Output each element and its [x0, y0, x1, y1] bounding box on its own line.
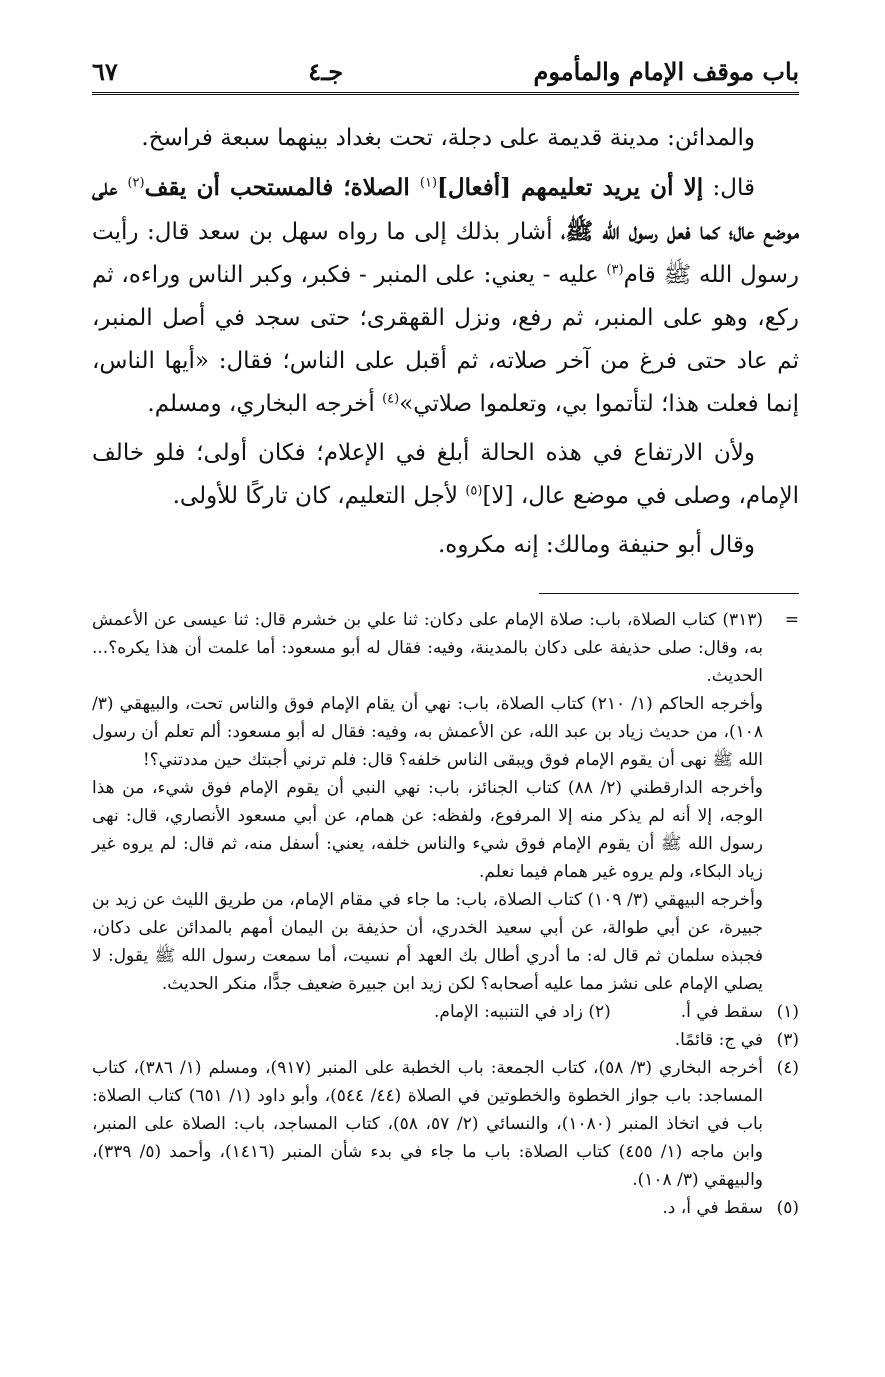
paragraph-3	[92, 432, 799, 518]
plain-text-5: لأجل التعليم، كان تاركًا للأولى.	[172, 483, 466, 509]
main-text	[92, 117, 799, 567]
bold-text-2: الصلاة؛ فالمستحب أن يقف	[144, 174, 420, 201]
note-cont-4: وأخرجه البيهقي (٣/ ١٠٩) كتاب الصلاة، باب: ما جاء في مقام الإمام، من طريق الليث عن زيد بن جبيرة، عن أبي طوالة، عن أبي سعيد الخدري، أن حذيفة بن اليمان أمهم بالمدائن على دكان، فجبذه سلمان ثم قال له: ما أدري أطال بك العهد أم نسيت، أما سمعت رسول الله ﷺ يقول: لا يصلي الإمام على نشز مما عليه أصحابه؟ لكن زيد ابن جبيرة ضعيف جدًّا، منكر الحديث.	[92, 890, 764, 994]
footnote-1-2	[92, 998, 799, 1026]
paragraph-4: وقال أبو حنيفة ومالك: إنه مكروه.	[438, 532, 755, 558]
footnote-4-text: أخرجه البخاري (٣/ ٥٨)، كتاب الجمعة: باب الخطبة على المنبر (٩١٧)، ومسلم (١/ ٣٨٦)، كتاب المساجد: باب جواز الخطوة والخطوتين في الصلاة (٤٤/ ٥٤٤)، وأبو داود (١/ ٦٥١) كتاب الصلاة: باب في اتخاذ المنبر (١٠٨٠)، والنسائي (٢/ ٥٧، ٥٨)، كتاب المساجد، باب: الصلاة على المنبر، وابن ماجه (١/ ٤٥٥) كتاب الصلاة: باب ما جاء في بدء شأن المنبر (١٤١٦)، وأحمد (٥/ ٣٣٩)، والبيهقي (٣/ ١٠٨).	[92, 1058, 763, 1190]
footnote-5-label: (٥)	[776, 1198, 799, 1218]
page-number: ٦٧	[92, 57, 118, 86]
footnote-ref-3: (٣)	[606, 262, 624, 278]
note-cont-3: وأخرجه الدارقطني (٢/ ٨٨) كتاب الجنائز، باب: نهي النبي أن يقوم الإمام فوق شيء، من هذا الوجه، إلا أنه لم يذكر منه إلا المرفوع، ولفظه: عن همام، عن أبي مسعود الأنصاري، قال: نهى رسول الله ﷺ أن يقوم الإمام فوق شيء والناس خلفه، يعني: أسفل منه، ثم قال: لم يروه غير زياد البكاء، ولم يروه غير همام فيما نعلم.	[92, 778, 763, 882]
footnote-2-text: زاد في التنبيه: الإمام.	[434, 1002, 583, 1022]
footnote-5	[92, 1194, 799, 1222]
note-cont-2: وأخرجه الحاكم (١/ ٢١٠) كتاب الصلاة، باب: نهي أن يقام الإمام فوق والناس تحت، والبيهقي (٣/ ١٠٨)، من حديث زياد بن عبد الله، عن الأعمش به، وفيه: فقال له أبو مسعود: ألم تعلم أن رسول الله ﷺ نهى أن يقوم الإمام فوق ويبقى الناس خلفه؟ قال: فلم ترني أجبتك حين مددتني؟!	[92, 694, 764, 770]
plain-text-2: عليه - يعني: على المنبر - فكبر، وكبر الناس وراءه، ثم ركع، وهو على المنبر، ثم رفع، ونزل القهقرى؛ حتى سجد في أصل المنبر، ثم عاد حتى فرغ من آخر صلاته، ثم أقبل على الناس؛ فقال: «أيها الناس، إنما فعلت هذا؛ لتأتموا بي، وتعلموا صلاتي»	[92, 262, 799, 417]
footnote-ref-4: (٤)	[382, 391, 400, 407]
note-cont-1: (٣١٣) كتاب الصلاة، باب: صلاة الإمام على دكان: ثنا علي بن خشرم قال: ثنا عيسى عن الأعمش به، وقال: صلى حذيفة على دكان بالمدينة، وفيه: فقال له أبو مسعود: أما علمت أن هذا يكره؟... الحديث.	[92, 610, 763, 686]
footnote-1-label: (١)	[776, 1002, 799, 1022]
continued-note	[92, 606, 799, 998]
footnote-ref-5: (٥)	[465, 483, 483, 499]
continuation-mark: =	[784, 610, 799, 630]
footnote-ref-2: (٢)	[127, 175, 145, 191]
plain-text-3: أخرجه البخاري، ومسلم.	[147, 391, 383, 417]
running-header	[92, 44, 799, 95]
volume-label: جـ٤	[308, 57, 344, 86]
footnote-1-text: سقط في أ.	[680, 1002, 763, 1022]
paragraph-1: والمدائن: مدينة قديمة على دجلة، تحت بغداد بينهما سبعة فراسخ.	[141, 125, 755, 151]
footnote-3	[92, 1026, 799, 1054]
footnote-4	[92, 1054, 799, 1194]
plain-text-4: ولأن الارتفاع في هذه الحالة أبلغ في الإعلام؛ فكان أولى؛ فلو خالف الإمام، وصلى في موضع عال، [لا]	[92, 440, 799, 509]
footnote-2-label: (٢)	[588, 1002, 611, 1022]
qala-label: قال:	[712, 175, 756, 201]
footnote-5-text: سقط في أ، د.	[662, 1198, 763, 1218]
paragraph-2	[92, 166, 799, 426]
footnote-3-text: في ج: قائمًا.	[674, 1030, 763, 1050]
footnote-4-label: (٤)	[776, 1058, 799, 1078]
bold-text-1: إلا أن يريد تعليمهم [أفعال]	[437, 174, 704, 201]
footnotes	[92, 606, 799, 1222]
plain-text-1: أشار بذلك إلى ما رواه سهل بن سعد قال: رأيت رسول الله ﷺ قام	[92, 219, 799, 288]
footnote-ref-1: (١)	[419, 175, 438, 191]
footnote-separator	[539, 593, 799, 594]
footnote-3-label: (٣)	[776, 1030, 799, 1050]
chapter-title: باب موقف الإمام والمأموم	[533, 57, 799, 86]
bold-text-3: على موضع عال؛ كما فعل رسول الله ﷺ،	[92, 174, 800, 245]
